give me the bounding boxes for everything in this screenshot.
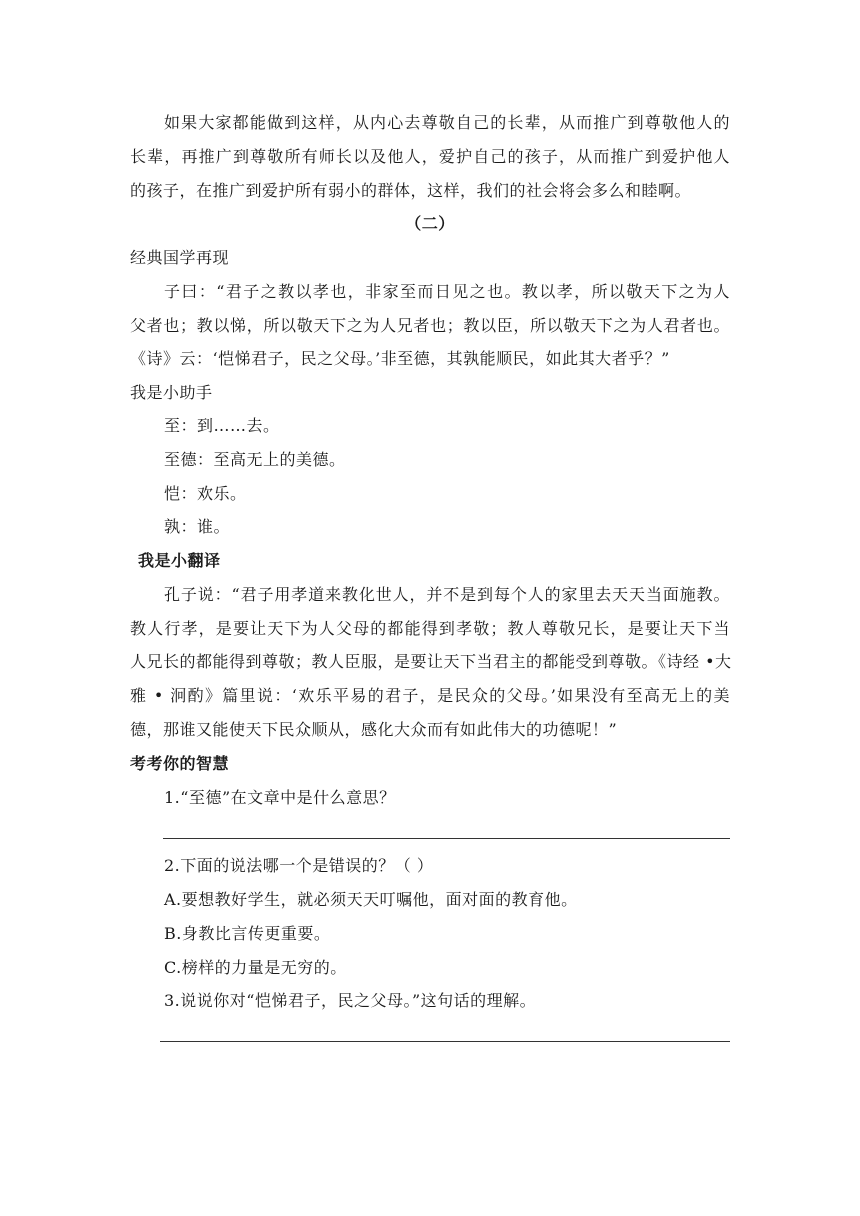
translate-heading: 我是小翻译 (138, 551, 221, 570)
classic-line3: 《诗》云：‘恺悌君子，民之父母。’非至德，其孰能顺民，如此其大者乎？” (130, 349, 670, 368)
section-heading: （二） (405, 214, 455, 233)
classic-line2: 父者也；教以悌，所以敬天下之为人兄者也；教以臣，所以敬天下之为人君者也。 (130, 316, 730, 335)
quiz-option-c: C.榜样的力量是无穷的。 (164, 958, 347, 977)
quiz-option-a: A.要想教好学生，就必须天天叮嘱他，面对面的教育他。 (164, 890, 578, 909)
classic-heading: 经典国学再现 (130, 248, 230, 267)
answer-line-1[interactable] (163, 838, 730, 839)
answer-line-3[interactable] (160, 1041, 730, 1042)
helper-item: 至：到……去。 (164, 416, 280, 435)
helper-item: 至德：至高无上的美德。 (164, 450, 346, 469)
translate-line4: 雅 • 泂酌》篇里说：‘欢乐平易的君子，是民众的父母。’如果没有至高无上的美 (130, 686, 730, 705)
para1-line1: 如果大家都能做到这样，从内心去尊敬自己的长辈，从而推广到尊敬他人的 (164, 113, 730, 132)
helper-heading: 我是小助手 (130, 383, 213, 402)
quiz-question-3: 3.说说你对“恺悌君子，民之父母。”这句话的理解。 (164, 991, 537, 1010)
quiz-heading: 考考你的智慧 (130, 754, 230, 773)
helper-item: 孰：谁。 (164, 517, 231, 536)
quiz-question-1: 1.“至德”在文章中是什么意思？ (164, 788, 396, 807)
classic-line1: 子曰：“君子之教以孝也，非家至而日见之也。教以孝，所以敬天下之为人 (164, 282, 730, 301)
helper-item: 恺：欢乐。 (164, 484, 247, 503)
translate-line5: 德，那谁又能使天下民众顺从，感化大众而有如此伟大的功德呢！” (130, 720, 618, 739)
quiz-question-2: 2.下面的说法哪一个是错误的？（ ） (164, 856, 434, 875)
translate-line2: 教人行孝，是要让天下为人父母的都能得到孝敬；教人尊敬兄长，是要让天下当 (130, 619, 730, 638)
para1-line3: 的孩子，在推广到爱护所有弱小的群体，这样，我们的社会将会多么和睦啊。 (130, 181, 692, 200)
para1-line2: 长辈，再推广到尊敬所有师长以及他人，爱护自己的孩子，从而推广到爱护他人 (130, 147, 730, 166)
quiz-option-b: B.身教比言传更重要。 (164, 924, 331, 943)
translate-line1: 孔子说：“君子用孝道来教化世人，并不是到每个人的家里去天天当面施教。 (164, 585, 730, 604)
translate-line3: 人兄长的都能得到尊敬；教人臣服，是要让天下当君主的都能受到尊敬。《诗经 •大 (130, 652, 732, 671)
